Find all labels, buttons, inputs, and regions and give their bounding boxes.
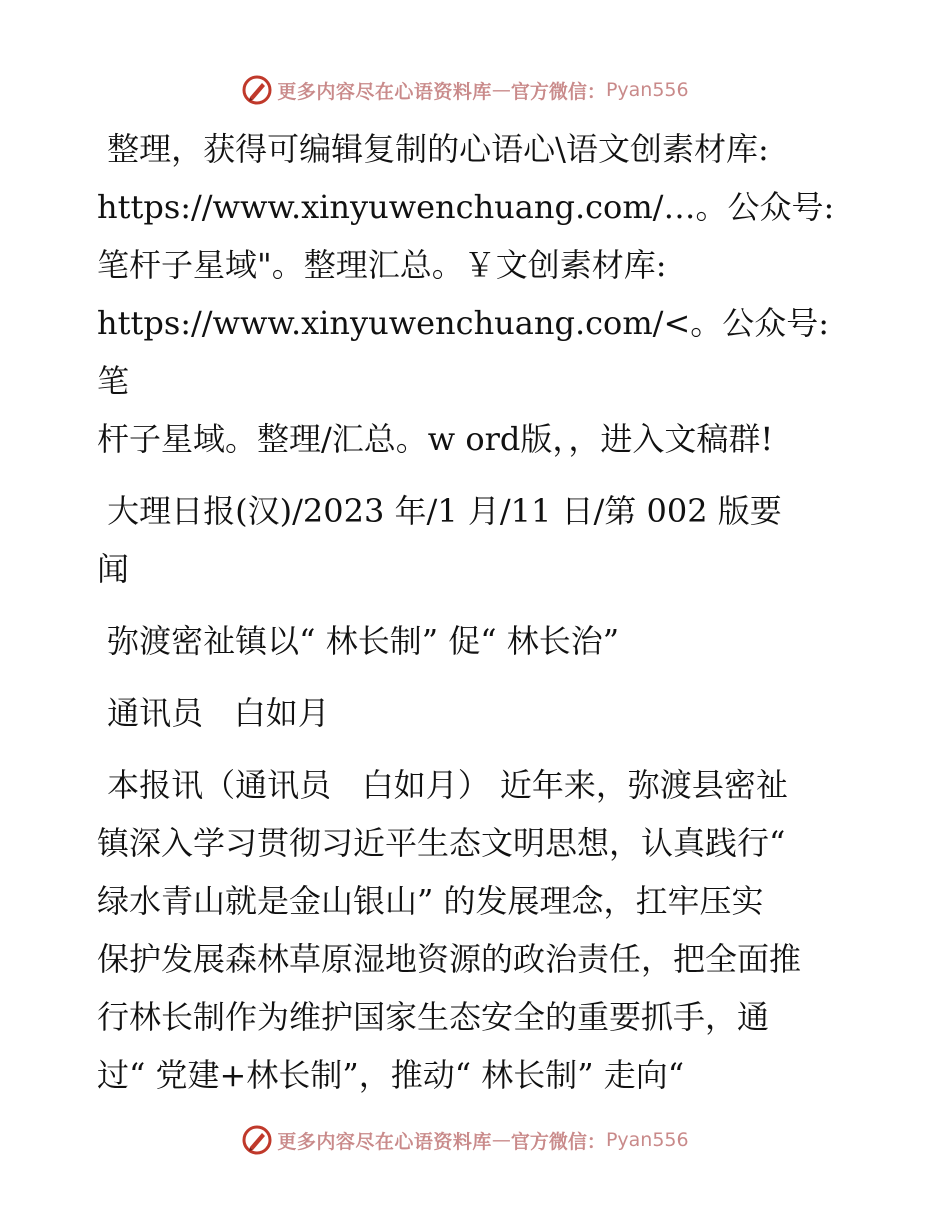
- text-line: 行林长制作为维护国家生态安全的重要抓手，通: [97, 998, 770, 1036]
- paragraph-source: [97, 482, 857, 598]
- banner-wechat-label: 官方微信：: [510, 1130, 606, 1153]
- header-banner: [0, 70, 950, 110]
- article-title: [97, 612, 857, 670]
- text-line: https://www.xinyuwenchuang.com/…。公众号:: [97, 188, 835, 226]
- banner-separator: —: [491, 1129, 511, 1151]
- pen-logo-icon: [241, 74, 273, 106]
- banner-text: 更多内容尽在心语资料库: [277, 1130, 492, 1153]
- document-body: [97, 120, 857, 1104]
- banner-separator: —: [491, 79, 511, 101]
- text-line: 杆子星域。整理/汇总。w ord版，，进入文稿群!: [97, 420, 774, 458]
- text-line: 笔杆子星域"。整理汇总。￥文创素材库:: [97, 246, 667, 284]
- text-line: 弥渡密祉镇以“ 林长制” 促“ 林长治”: [97, 622, 620, 660]
- banner-wechat-id: Pyan556: [605, 1129, 689, 1151]
- banner-text: 更多内容尽在心语资料库: [277, 80, 492, 103]
- footer-banner: [0, 1120, 950, 1160]
- text-line: 大理日报(汉)/2023 年/1 月/11 日/第 002 版要: [97, 492, 782, 530]
- pen-logo-icon: [241, 1124, 273, 1156]
- text-line: 通讯员 白如月: [97, 694, 330, 732]
- text-line: 过“ 党建+林长制”，推动“ 林长制” 走向“: [97, 1056, 685, 1094]
- text-line: 保护发展森林草原湿地资源的政治责任，把全面推: [97, 940, 802, 978]
- banner-wechat-id: Pyan556: [605, 79, 689, 101]
- article-byline: [97, 684, 857, 742]
- article-body: [97, 756, 857, 1104]
- text-line: https://www.xinyuwenchuang.com/<。公众号: 笔: [97, 304, 840, 400]
- paragraph-intro: [97, 120, 857, 468]
- text-line: 本报讯（通讯员 白如月） 近年来，弥渡县密祉: [97, 766, 788, 804]
- banner-wechat-label: 官方微信：: [510, 80, 606, 103]
- text-line: 绿水青山就是金山银山” 的发展理念，扛牢压实: [97, 882, 764, 920]
- text-line: 整理，获得可编辑复制的心语心\语文创素材库:: [97, 130, 769, 168]
- text-line: 镇深入学习贯彻习近平生态文明思想，认真践行“: [97, 824, 786, 862]
- text-line: 闻: [97, 550, 130, 588]
